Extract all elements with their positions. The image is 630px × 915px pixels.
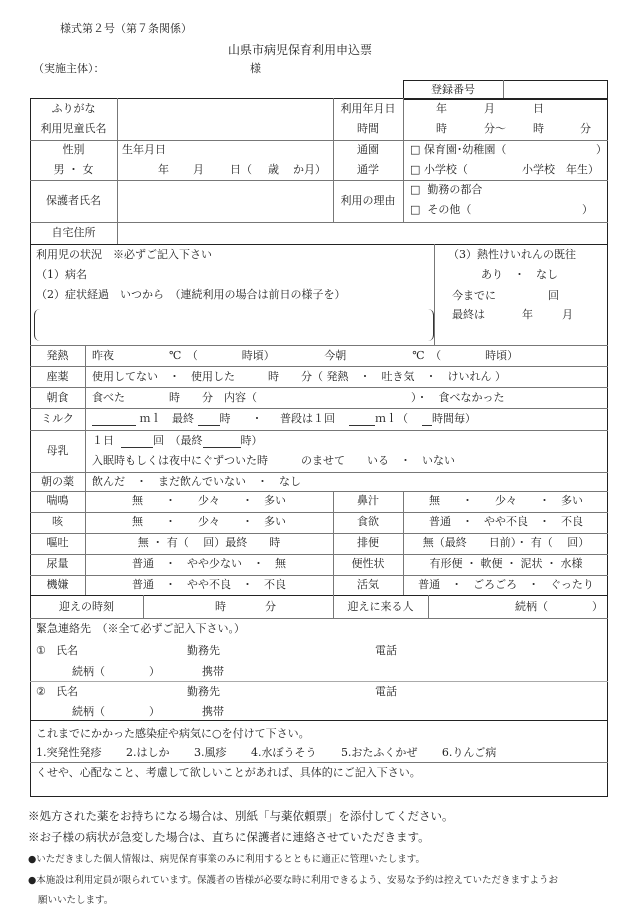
contact-2-name-label: 氏名 (56, 685, 78, 698)
contact-2-phone-label: 電話 (375, 685, 397, 698)
divider (30, 681, 608, 682)
last-year-unit: 年 (522, 308, 533, 321)
last-label: 最終は (452, 308, 485, 321)
divider (434, 244, 435, 345)
febrile-seizure-label: （3）熱性けいれんの既往 (448, 248, 576, 261)
diseases-instruction: これまでにかかった感染症や病気に○を付けて下さい。 (36, 727, 310, 740)
contact-2-num: ② (36, 685, 46, 698)
school-label: 通学 (357, 163, 379, 176)
divider (117, 98, 118, 244)
divider (30, 720, 608, 721)
pickup-hour-unit: 時 (215, 600, 226, 613)
symptom-left-label: 機嫌 (46, 578, 69, 591)
symptom-left-options[interactable]: 無 ・ 有（ 回）最終 時 (137, 536, 281, 549)
birthdate-label: 生年月日 (122, 143, 166, 156)
note-emergency: ※お子様の病状が急変した場合は、直ちに保護者に連絡させていただきます。 (28, 830, 430, 844)
concerns-field[interactable] (34, 782, 604, 795)
symptom-left-options[interactable]: 普通 ・ やや不良 ・ 不良 (132, 578, 286, 591)
symptom-progress-field[interactable] (34, 309, 434, 341)
nursery-option[interactable] (410, 143, 506, 157)
disease-option[interactable]: 2.はしか (125, 746, 170, 759)
concerns-instruction: くせや、心配なこと、考慮して欲しいことがあれば、具体的にご記入下さい。 (36, 766, 421, 779)
divider (30, 575, 608, 576)
honorific: 様 (250, 62, 261, 75)
contact-1-phone-label: 電話 (375, 644, 397, 657)
contact-2-work-label: 勤務先 (187, 685, 220, 698)
paren-close: ） (596, 143, 607, 156)
symptom-left-label: 喘鳴 (46, 494, 69, 507)
child-name-field[interactable] (120, 100, 330, 138)
disease-option[interactable]: 1.突発性発疹 (36, 746, 102, 759)
date-day-unit: 日 (533, 102, 544, 115)
divider (30, 762, 608, 763)
morning-med-text: 飲んだ ・ まだ飲んでいない ・ なし (92, 475, 301, 488)
separator: ・ (251, 412, 263, 425)
time-label: 時間 (357, 122, 379, 135)
milk-last-label: 最終 (172, 412, 194, 425)
pickup-time-label: 迎えの時刻 (59, 600, 114, 613)
gender-label: 性別 (62, 143, 85, 156)
time-minute-end-unit: 分 (580, 122, 591, 135)
furigana-label: ふりがな (51, 102, 96, 115)
divider (30, 491, 608, 492)
breast-count-field[interactable] (121, 436, 153, 448)
symptom-right-label: 活気 (357, 578, 379, 591)
elementary-grade: 小学校 年生） (522, 163, 599, 176)
divider (30, 512, 608, 513)
elementary-option-label: 小学校（ (423, 163, 468, 176)
checkbox-icon[interactable]: □ (410, 203, 421, 216)
reason-label: 利用の理由 (340, 194, 396, 207)
checkbox-icon[interactable]: □ (410, 183, 421, 196)
guardian-name-field[interactable] (120, 182, 330, 220)
address-label: 自宅住所 (51, 226, 96, 239)
paren-close: ） (582, 203, 593, 216)
birth-year-unit: 年 (158, 163, 169, 176)
checkbox-icon[interactable]: □ (410, 163, 421, 176)
disease-option[interactable]: 3.風疹 (193, 746, 227, 759)
contact-1-num: ① (36, 644, 46, 657)
divider (30, 408, 608, 409)
divider (30, 618, 608, 619)
nursery-option-label: 保育園･幼稚園（ (423, 143, 507, 156)
disease-option[interactable]: 5.おたふくかぜ (340, 746, 418, 759)
divider (30, 345, 608, 346)
breast-milk-line-1 (92, 434, 263, 448)
fever-label: 発熱 (46, 349, 69, 362)
symptom-right-options[interactable]: 無（最終 日前）・ 有（ 回） (422, 536, 590, 549)
date-month-unit: 月 (484, 102, 495, 115)
fever-text: 昨夜 ℃ （ 時頃） 今朝 ℃ （ 時頃） (92, 349, 519, 362)
disease-option[interactable]: 4.水ぼうそう (250, 746, 317, 759)
divider (30, 430, 608, 431)
symptom-right-label: 鼻汁 (357, 494, 379, 507)
age-months-unit: か月） (293, 163, 326, 176)
milk-ml2-unit: ｍｌ（ (374, 412, 408, 425)
symptom-right-options[interactable]: 有形便 ・ 軟便 ・ 泥状 ・ 水様 (429, 557, 583, 570)
divider (30, 533, 608, 534)
divider (403, 491, 404, 595)
diseases-list (36, 746, 496, 760)
breast-last-field[interactable] (203, 436, 241, 448)
suppository-text: 使用してない ・ 使用した 時 分（ 発熱 ・ 吐き気 ・ けいれん ） (92, 370, 506, 383)
child-name-label: 利用児童氏名 (40, 122, 107, 135)
symptom-right-label: 排便 (357, 536, 379, 549)
breast-milk-label: 母乳 (46, 444, 69, 457)
febrile-seizure-options[interactable]: あり ・ なし (481, 268, 558, 281)
note-capacity: ●本施設は利用定員が限られています。保護者の皆様が必要な時に利用できるよう、安易な予約は控えていただきますようお (28, 875, 559, 886)
status-heading: 利用児の状況 ※必ずご記入下さい (36, 248, 212, 261)
last-month-unit: 月 (562, 308, 573, 321)
time-hour-unit: 時 (436, 122, 447, 135)
symptom-progress-label: （2）症状経過 いつから （連続利用の場合は前日の様子を） (36, 288, 346, 301)
note-capacity-cont: 願いいたします。 (38, 895, 114, 906)
pickup-person-label: 迎えに来る人 (347, 600, 414, 613)
divider (30, 244, 608, 245)
form-number: 様式第２号（第７条関係） (60, 22, 192, 35)
symptom-right-options[interactable]: 普通 ・ やや不良 ・ 不良 (429, 515, 583, 528)
divider (30, 554, 608, 555)
symptom-right-options[interactable]: 無 ・ 少々 ・ 多い (429, 494, 583, 507)
note-medicine: ※処方された薬をお持ちになる場合は、別紙「与薬依頼票」を添付してください。 (28, 809, 454, 823)
divider (403, 98, 404, 222)
symptom-left-label: 嘔吐 (46, 536, 69, 549)
breast-hour-unit: 時） (240, 434, 263, 447)
time-minute-unit: 分～ (484, 122, 506, 135)
milk-interval-unit: 時間毎） (431, 412, 476, 425)
breakfast-label: 朝食 (46, 391, 69, 404)
contact-1-work-label: 勤務先 (187, 644, 220, 657)
time-hour-end-unit: 時 (533, 122, 544, 135)
times-unit: 回 (548, 289, 559, 302)
milk-usual-label: 普段は１回 (279, 412, 335, 425)
divider (30, 366, 608, 367)
symptom-right-label: 食欲 (357, 515, 379, 528)
symptom-left-label: 咳 (52, 515, 63, 528)
symptom-left-options[interactable]: 普通 ・ やや少ない ・ 無 (132, 557, 286, 570)
registration-number-field[interactable] (505, 81, 605, 98)
milk-hour-unit: 時 (219, 412, 231, 425)
gender-options[interactable]: 男 ・ 女 (53, 163, 94, 176)
milk-amount-field[interactable] (92, 414, 136, 426)
contact-1-mobile-label: 携帯 (202, 665, 224, 678)
emergency-heading: 緊急連絡先 （※全て必ずご記入下さい。） (36, 622, 245, 635)
contact-2-relation-label: 続柄（ ） (72, 705, 160, 718)
symptom-left-options[interactable]: 無 ・ 少々 ・ 多い (132, 515, 286, 528)
symptom-right-options[interactable]: 普通 ・ ごろごろ ・ ぐったり (418, 578, 594, 591)
address-field[interactable] (120, 224, 605, 242)
disease-option[interactable]: 6.りんご病 (441, 746, 497, 759)
registration-label: 登録番号 (431, 83, 475, 96)
pickup-relation: 続柄（ ） (515, 600, 603, 613)
divider (30, 595, 608, 596)
use-date-label: 利用年月日 (340, 102, 396, 115)
divider (30, 387, 608, 388)
elementary-option[interactable] (410, 163, 468, 177)
breast-milk-line-2: 入眠時もしくは夜中にぐずついた時 のませて いる ・ いない (92, 454, 455, 467)
contact-1-name-label: 氏名 (56, 644, 78, 657)
disease-name-label: （1）病名 (36, 268, 87, 281)
symptom-left-label: 尿量 (46, 557, 69, 570)
milk-label: ミルク (41, 412, 74, 425)
suppository-label: 座薬 (46, 370, 69, 383)
guardian-label: 保護者氏名 (46, 194, 101, 207)
contact-2-mobile-label: 携帯 (202, 705, 224, 718)
divider (30, 472, 608, 473)
breast-count-unit: 回 （最終 (153, 434, 203, 447)
times-label: 今までに (452, 289, 496, 302)
page-title: 山県市病児保育利用申込票 (228, 43, 373, 57)
morning-med-label: 朝の薬 (41, 475, 74, 488)
date-year-unit: 年 (436, 102, 447, 115)
contact-1-relation-label: 続柄（ ） (72, 665, 160, 678)
divider (503, 80, 504, 99)
note-privacy: ●いただきました個人情報は、病児保育事業のみに利用するとともに適正に管理いたします。 (28, 854, 426, 865)
birth-month-unit: 月 (193, 163, 204, 176)
divider (428, 595, 429, 618)
reason-other-option[interactable] (410, 203, 471, 217)
symptom-left-options[interactable]: 無 ・ 少々 ・ 多い (132, 494, 286, 507)
age-years-unit: 歳 (268, 163, 279, 176)
breakfast-text: 食べた 時 分 内容（ ）・ 食べなかった (92, 391, 505, 404)
milk-interval-field[interactable] (422, 414, 432, 426)
implementer-label: （実施主体）： (33, 62, 105, 75)
pickup-minute-unit: 分 (265, 600, 276, 613)
breast-day-label: １日 (92, 434, 114, 447)
milk-usual-field[interactable] (349, 414, 375, 426)
reason-other-label: その他（ (427, 203, 472, 216)
milk-row (92, 412, 476, 426)
birth-day-unit: 日（ (230, 163, 252, 176)
reason-work-label: 勤務の都合 (427, 183, 483, 196)
symptom-right-label: 便性状 (351, 557, 385, 570)
milk-last-field[interactable] (198, 414, 220, 426)
divider (143, 595, 144, 618)
checkbox-icon[interactable]: □ (410, 143, 421, 156)
milk-ml-unit: ｍｌ (139, 412, 162, 425)
attending-label: 通園 (357, 143, 379, 156)
reason-work-option[interactable] (410, 183, 482, 197)
